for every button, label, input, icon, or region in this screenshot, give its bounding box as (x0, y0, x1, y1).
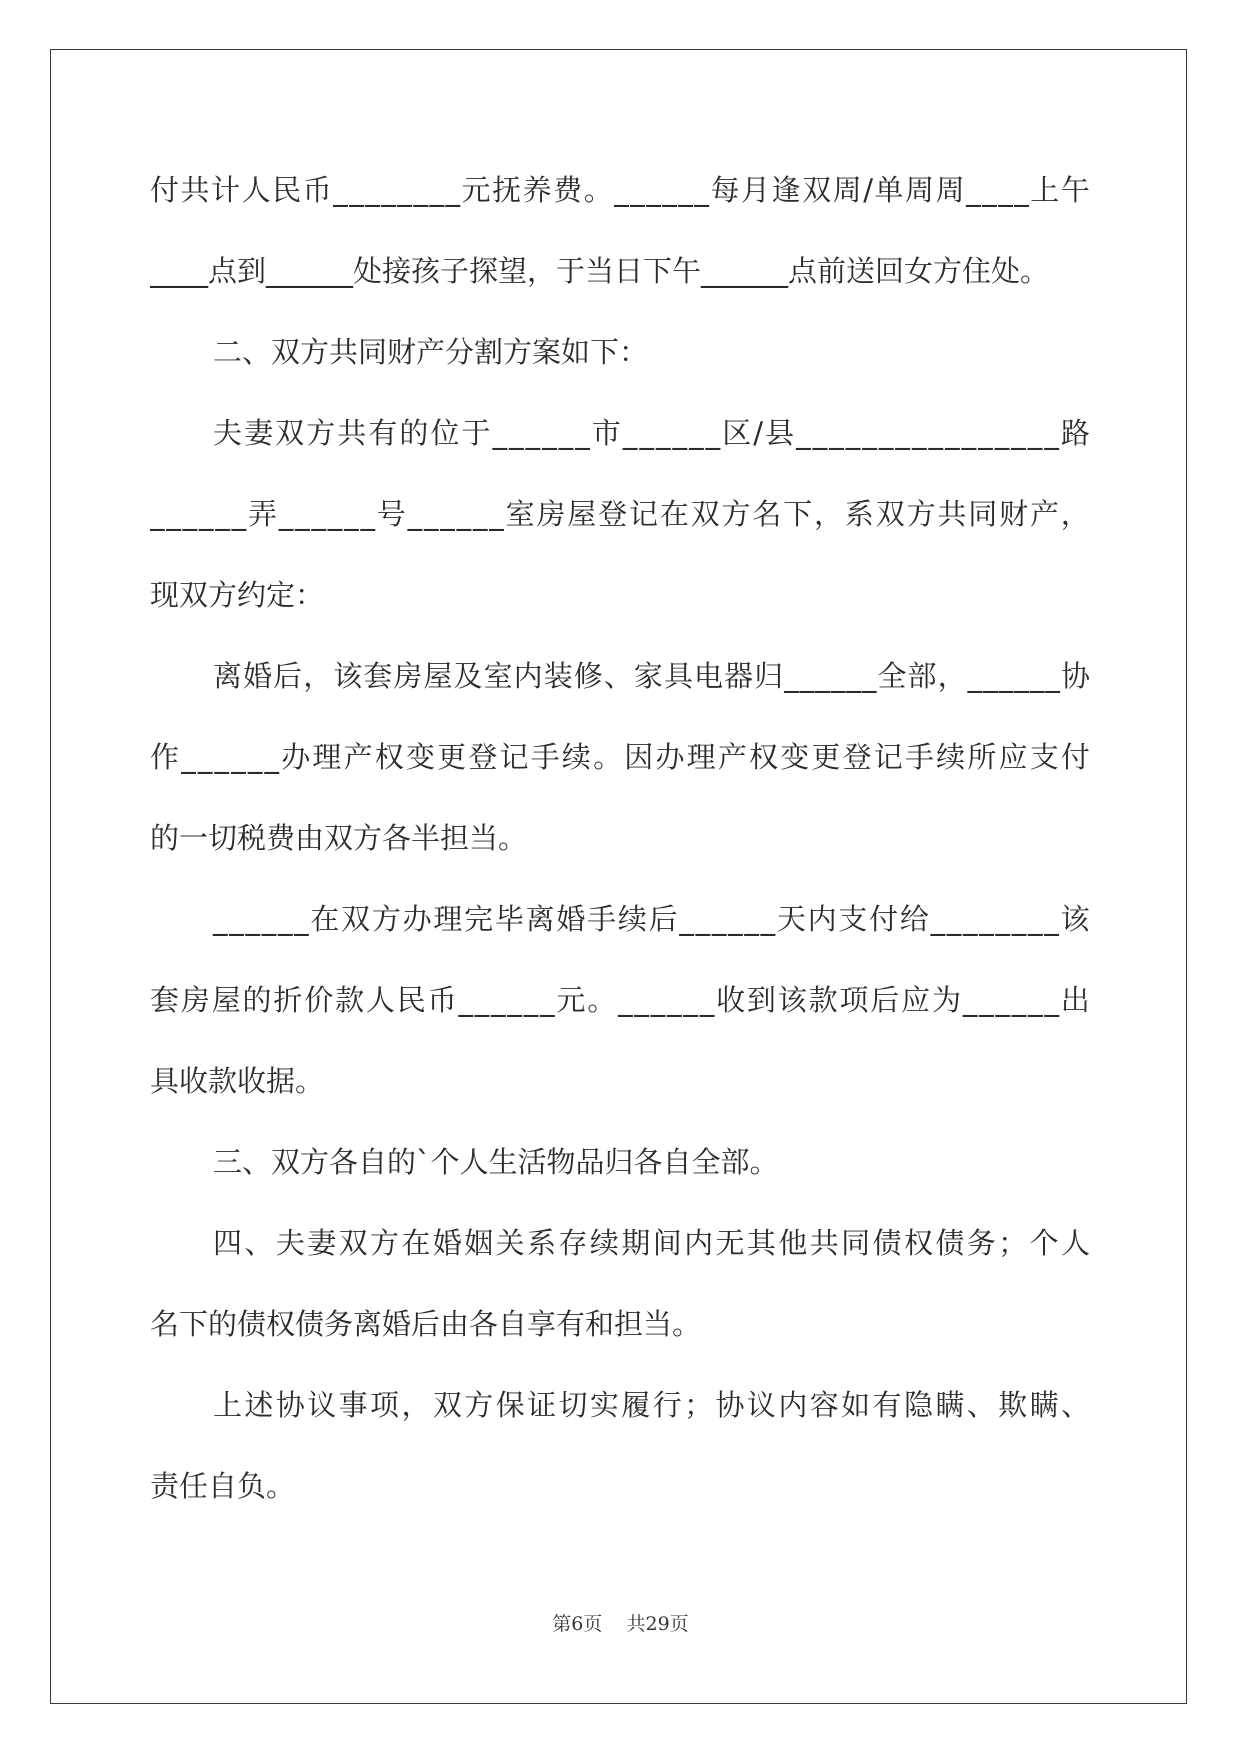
text-line: _ _ _ _ _ _ 在 双 方 办 理 完 毕 离 婚 手 续 后 _ _ _ _ _ _ 天 内 支 付 给 _ _ _ _ _ _ _ _ 该 (213, 902, 1090, 936)
paragraph (150, 1365, 1090, 1527)
text-line: 二、双方共同财产分割方案如下： (213, 335, 649, 369)
text-line: 的一切税费由双方各半担当。 (150, 821, 528, 855)
text-line: 上 述 协 议 事 项 ， 双 方 保 证 切 实 履 行 ； 协 议 内 容 如 有 隐 瞒 、 欺 瞒 、 (213, 1388, 1090, 1422)
paragraph (150, 879, 1090, 1122)
text-line: 现双方约定： (150, 578, 325, 612)
text-line: 付 共 计 人 民 币 _ _ _ _ _ _ _ _ 元 抚 养 费 。 _ _ _ _ _ _ 每 月 逢 双 周 / 单 周 周 _ _ _ _ 上 午 (150, 173, 1090, 207)
paragraph (150, 150, 1090, 312)
paragraph (150, 1122, 1090, 1203)
paragraph (150, 1203, 1090, 1365)
paragraph (150, 312, 1090, 393)
text-line: 具收款收据。 (150, 1064, 325, 1098)
page-number-label: 第6页 共29页 (552, 1613, 689, 1635)
text-line: 套 房 屋 的 折 价 款 人 民 币 _ _ _ _ _ _ 元 。 _ _ _ _ _ _ 收 到 该 款 项 后 应 为 _ _ _ _ _ _ 出 (150, 983, 1090, 1017)
text-line: 责任自负。 (150, 1469, 296, 1503)
text-line: 作 _ _ _ _ _ _ 办 理 产 权 变 更 登 记 手 续 。 因 办 理 产 权 变 更 登 记 手 续 所 应 支 付 (150, 740, 1090, 774)
paragraph (150, 393, 1090, 636)
text-line: 三、双方各自的`个人生活物品归各自全部。 (213, 1145, 779, 1179)
page-number-footer (0, 1609, 1241, 1636)
text-line: _ _ _ _ _ _ 弄 _ _ _ _ _ _ 号 _ _ _ _ _ _ 室 房 屋 登 记 在 双 方 名 下 ， 系 双 方 共 同 财 产 ， (150, 497, 1090, 531)
text-line: 四 、 夫 妻 双 方 在 婚 姻 关 系 存 续 期 间 内 无 其 他 共 同 债 权 债 务 ； 个 人 (213, 1226, 1090, 1260)
text-line: 名下的债权债务离婚后由各自享有和担当。 (150, 1307, 702, 1341)
text-line: ____点到______处接孩子探望，于当日下午______点前送回女方住处。 (150, 254, 1050, 288)
text-line: 离 婚 后 ， 该 套 房 屋 及 室 内 装 修 、 家 具 电 器 归 _ _ _ _ _ _ 全 部 ， _ _ _ _ _ _ 协 (213, 659, 1090, 693)
document-body (150, 150, 1090, 1527)
text-line: 夫 妻 双 方 共 有 的 位 于 _ _ _ _ _ _ 市 _ _ _ _ _ _ 区 / 县 _ _ _ _ _ _ _ _ _ _ _ _ _ _ _ _ 路 (213, 416, 1090, 450)
paragraph (150, 636, 1090, 879)
